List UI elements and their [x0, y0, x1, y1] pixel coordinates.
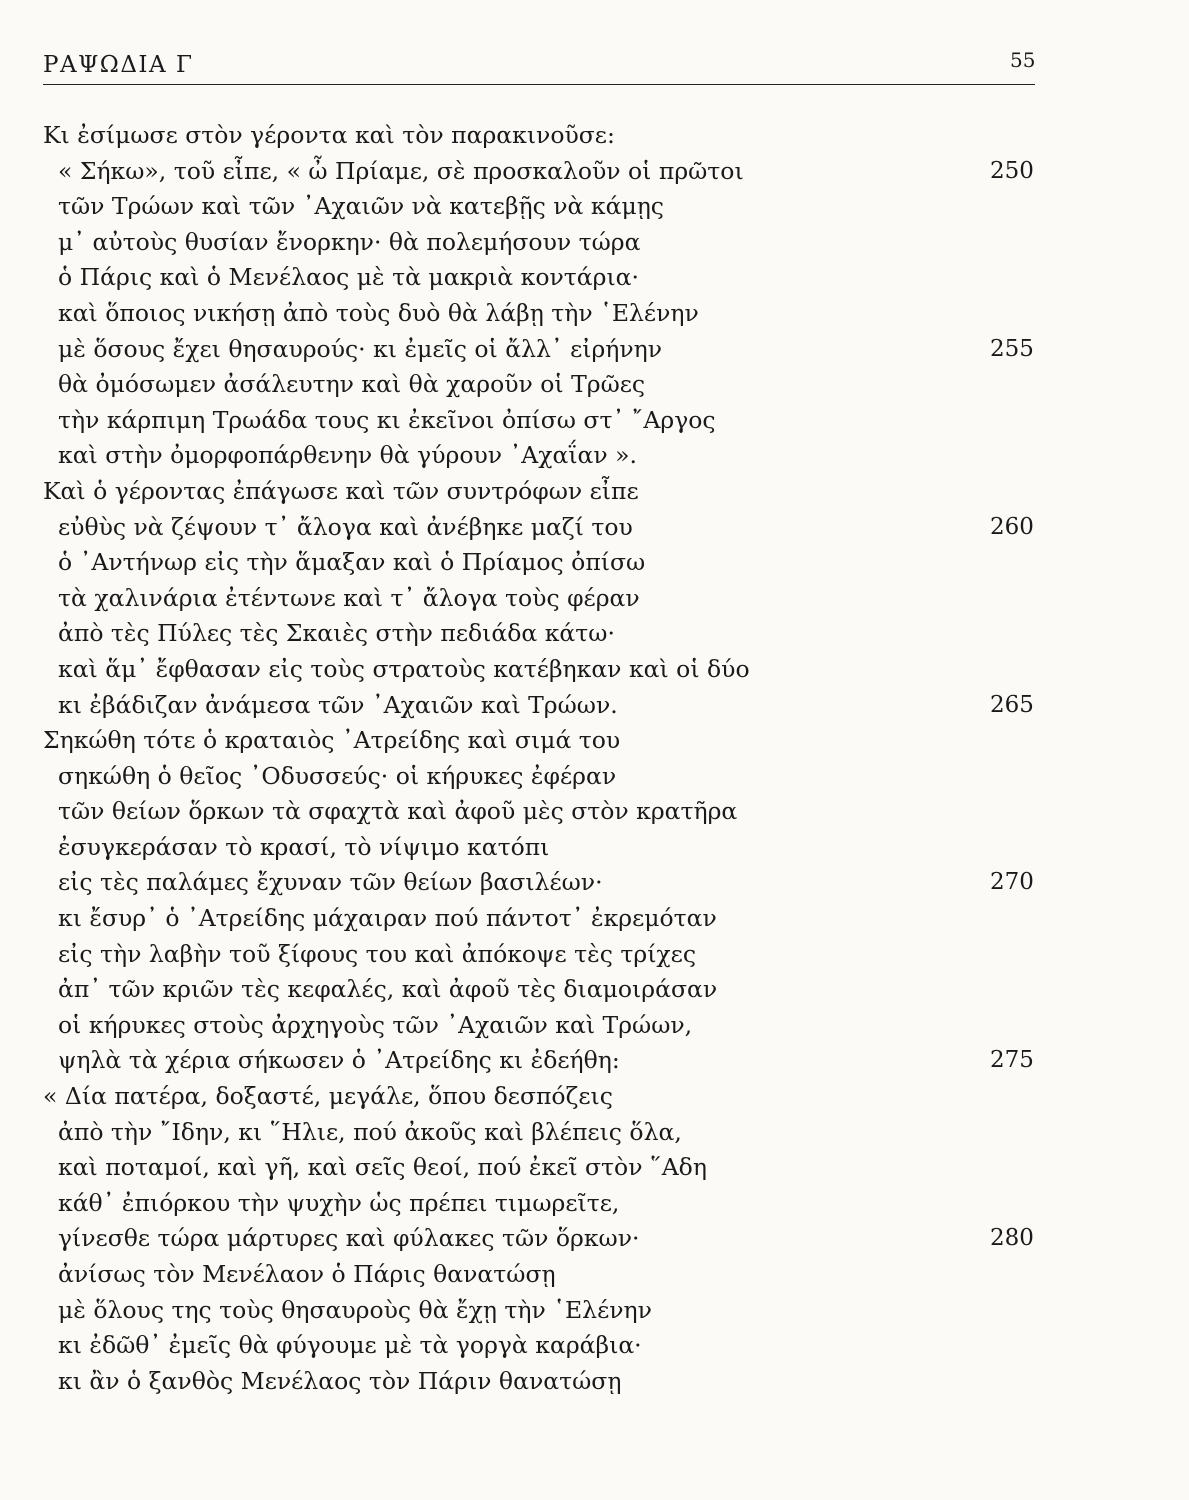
- verse-text: Κι ἐσίμωσε στὸν γέροντα καὶ τὸν παρακινοῦσε:: [43, 121, 615, 149]
- verse-text: καὶ στὴν ὀμορφοπάρθενην θὰ γύρουν ᾿Αχαΐαν ».: [58, 441, 638, 470]
- verse-text: καὶ ἅμ᾿ ἔφθασαν εἰς τοὺς στρατοὺς κατέβηκαν καὶ οἱ δύο: [58, 654, 750, 683]
- verse-text: ἐσυγκεράσαν τὸ κρασί, τὸ νίψιμο κατόπι: [58, 832, 550, 861]
- line-number: 280: [990, 1225, 1034, 1252]
- verse-line: [0, 652, 1189, 688]
- line-number: 255: [990, 335, 1034, 362]
- verse-line: [0, 403, 1189, 439]
- verse-text: ἀπὸ τὲς Πύλες τὲς Σκαιὲς στὴν πεδιάδα κάτω·: [58, 619, 615, 648]
- verse-line: [0, 616, 1189, 652]
- verse-line: [0, 830, 1189, 866]
- verse-line: [0, 1079, 1189, 1115]
- verse-text: τὰ χαλινάρια ἐτέντωνε καὶ τ᾿ ἄλογα τοὺς φέραν: [58, 583, 640, 612]
- verse-text: γίνεσθε τώρα μάρτυρες καὶ φύλακες τῶν ὅρκων·: [58, 1224, 640, 1253]
- verse-text: κι ἐβάδιζαν ἀνάμεσα τῶν ᾿Αχαιῶν καὶ Τρώων.: [58, 690, 618, 719]
- verse-line: [0, 1115, 1189, 1151]
- verse-text: Καὶ ὁ γέροντας ἐπάγωσε καὶ τῶν συντρόφων εἶπε: [43, 476, 639, 505]
- verse-line: [0, 1150, 1189, 1186]
- verse-text: μ᾿ αὐτοὺς θυσίαν ἔνορκην· θὰ πολεμήσουν τώρα: [58, 227, 641, 256]
- verse-text: ὁ ᾿Αντήνωρ εἰς τὴν ἅμαξαν καὶ ὁ Πρίαμος ὀπίσω: [58, 548, 646, 577]
- verse-text: ψηλὰ τὰ χέρια σήκωσεν ὁ ᾿Ατρείδης κι ἐδεήθη:: [58, 1046, 620, 1075]
- verse-text: κι ἔσυρ᾿ ὁ ᾿Ατρείδης μάχαιραν πού πάντοτ᾿ ἐκρεμόταν: [58, 904, 717, 933]
- verse-line: [0, 1186, 1189, 1222]
- verse-line: [0, 865, 1189, 901]
- poem-text: [0, 118, 1189, 1399]
- verse-line: [0, 1328, 1189, 1364]
- verse-line: [0, 154, 1189, 190]
- verse-text: καὶ ποταμοί, καὶ γῆ, καὶ σεῖς θεοί, πού ἐκεῖ στὸν ῞Αδη: [58, 1153, 707, 1182]
- verse-text: « Δία πατέρα, δοξαστέ, μεγάλε, ὅπου δεσπόζεις: [43, 1082, 613, 1111]
- page-number: 55: [1010, 48, 1036, 72]
- line-number: 265: [990, 691, 1034, 718]
- verse-line: [0, 296, 1189, 332]
- verse-line: [0, 545, 1189, 581]
- verse-line: [0, 225, 1189, 261]
- verse-text: « Σήκω», τοῦ εἶπε, « ὦ Πρίαμε, σὲ προσκαλοῦν οἱ πρῶτοι: [58, 156, 744, 185]
- verse-text: τῶν Τρώων καὶ τῶν ᾿Αχαιῶν νὰ κατεβῇς νὰ κάμῃς: [58, 192, 664, 221]
- verse-text: σηκώθη ὁ θεῖος ᾿Οδυσσεύς· οἱ κήρυκες ἐφέραν: [58, 761, 617, 790]
- verse-line: [0, 723, 1189, 759]
- verse-line: [0, 1364, 1189, 1400]
- line-number: 260: [990, 513, 1034, 540]
- verse-text: εὐθὺς νὰ ζέψουν τ᾿ ἄλογα καὶ ἀνέβηκε μαζί του: [58, 512, 633, 541]
- verse-line: [0, 794, 1189, 830]
- verse-line: [0, 1221, 1189, 1257]
- verse-line: [0, 189, 1189, 225]
- verse-line: [0, 118, 1189, 154]
- verse-line: [0, 1293, 1189, 1329]
- verse-line: [0, 1043, 1189, 1079]
- line-number: 250: [990, 157, 1034, 184]
- verse-line: [0, 474, 1189, 510]
- verse-line: [0, 510, 1189, 546]
- verse-line: [0, 367, 1189, 403]
- running-head: ΡΑΨΩΔΙΑ Γ: [43, 52, 194, 78]
- verse-text: Σηκώθη τότε ὁ κραταιὸς ᾿Ατρείδης καὶ σιμά του: [43, 726, 621, 755]
- verse-line: [0, 759, 1189, 795]
- verse-text: μὲ ὅλους της τοὺς θησαυροὺς θὰ ἔχῃ τὴν ῾Ελένην: [58, 1295, 652, 1324]
- header-rule: [43, 84, 1035, 85]
- line-number: 270: [990, 869, 1034, 896]
- verse-line: [0, 688, 1189, 724]
- verse-text: εἰς τὴν λαβὴν τοῦ ξίφους του καὶ ἀπόκοψε τὲς τρίχες: [58, 939, 696, 968]
- verse-text: εἰς τὲς παλάμες ἔχυναν τῶν θείων βασιλέων·: [58, 868, 603, 897]
- verse-line: [0, 901, 1189, 937]
- verse-line: [0, 972, 1189, 1008]
- verse-text: τῶν θείων ὅρκων τὰ σφαχτὰ καὶ ἀφοῦ μὲς στὸν κρατῆρα: [58, 797, 738, 826]
- verse-text: τὴν κάρπιμη Τρωάδα τους κι ἐκεῖνοι ὀπίσω στ᾿ ῎Αργος: [58, 405, 716, 434]
- verse-text: ὁ Πάρις καὶ ὁ Μενέλαος μὲ τὰ μακριὰ κοντάρια·: [58, 263, 639, 292]
- line-number: 275: [990, 1047, 1034, 1074]
- verse-text: κι ἐδῶθ᾿ ἐμεῖς θὰ φύγουμε μὲ τὰ γοργὰ καράβια·: [58, 1331, 642, 1360]
- verse-text: ἀνίσως τὸν Μενέλαον ὁ Πάρις θανατώσῃ: [58, 1260, 556, 1288]
- verse-line: [0, 581, 1189, 617]
- verse-text: μὲ ὅσους ἔχει θησαυρούς· κι ἐμεῖς οἱ ἄλλ᾿ εἰρήνην: [58, 334, 663, 363]
- verse-text: κάθ᾿ ἐπιόρκου τὴν ψυχὴν ὡς πρέπει τιμωρεῖτε,: [58, 1188, 620, 1217]
- verse-line: [0, 332, 1189, 368]
- verse-text: ἀπ᾿ τῶν κριῶν τὲς κεφαλές, καὶ ἀφοῦ τὲς διαμοιράσαν: [58, 975, 718, 1004]
- verse-text: ἀπὸ τὴν ῎Ιδην, κι ῞Ηλιε, πού ἀκοῦς καὶ βλέπεις ὅλα,: [58, 1117, 682, 1146]
- verse-text: καὶ ὅποιος νικήσῃ ἀπὸ τοὺς δυὸ θὰ λάβῃ τὴν ῾Ελένην: [58, 298, 699, 327]
- verse-line: [0, 1008, 1189, 1044]
- verse-line: [0, 937, 1189, 973]
- verse-text: οἱ κήρυκες στοὺς ἀρχηγοὺς τῶν ᾿Αχαιῶν καὶ Τρώων,: [58, 1010, 693, 1039]
- verse-text: θὰ ὀμόσωμεν ἀσάλευτην καὶ θὰ χαροῦν οἱ Τρῶες: [58, 370, 646, 399]
- verse-line: [0, 260, 1189, 296]
- verse-text: κι ἂν ὁ ξανθὸς Μενέλαος τὸν Πάριν θανατώσῃ: [58, 1366, 622, 1395]
- verse-line: [0, 1257, 1189, 1293]
- verse-line: [0, 438, 1189, 474]
